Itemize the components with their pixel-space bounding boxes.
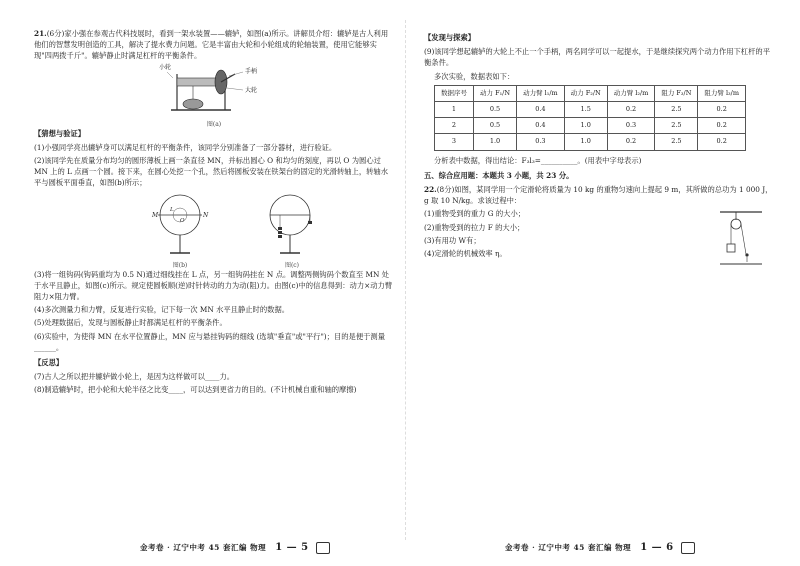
table-header: 动力 F₁/N <box>474 85 517 101</box>
footer-right-page: 1 — 6 <box>640 542 674 553</box>
step-9-table-intro: 多次实验，数据表如下： <box>434 71 515 81</box>
table-header: 动力臂 l₂/m <box>607 85 655 101</box>
label-l: L <box>170 206 174 213</box>
figure-b-caption: 图(b) <box>172 261 188 269</box>
q22-subquestions <box>424 208 694 259</box>
table-header: 动力 F₂/N <box>564 85 607 101</box>
step-10: 分析表中数据，得出结论：F₃l₃=__________。(用表中字母表示) <box>434 155 642 165</box>
label-n: N <box>203 211 209 219</box>
table-cell: 2.5 <box>655 118 698 134</box>
footer-left <box>140 542 330 554</box>
step-2: (2)该同学先在质量分布均匀的圆形薄板上画一条直径 MN，并标出圆心 O 和均匀的刻度，再以 O 为圆心过 MN 上的 L 点画一个圆。接下来，在圆心处挖一个孔，然后将圆板安装在铁架台的固定的光滑转轴上，转轴水平与圆板平面垂直，如图(b)所示； <box>34 156 389 188</box>
table-cell: 0.5 <box>474 102 517 118</box>
table-cell: 1.5 <box>564 102 607 118</box>
footer-right <box>505 542 695 554</box>
table-row <box>435 118 746 134</box>
section-reflect: 【反思】 <box>34 358 64 368</box>
table-cell: 1 <box>435 102 474 118</box>
q22-part-2: (2)重物受到的拉力 F 的大小； <box>424 222 525 232</box>
section-verify: 【猜想与验证】 <box>34 128 86 138</box>
table-cell: 0.5 <box>474 118 517 134</box>
table-row <box>435 134 746 150</box>
table-cell: 2.5 <box>655 134 698 150</box>
publisher-logo-icon <box>316 542 330 554</box>
data-table <box>434 85 746 151</box>
table-cell: 1.0 <box>564 134 607 150</box>
q22-part-4: (4)定滑轮的机械效率 η。 <box>424 249 507 259</box>
pulley-diagram <box>716 210 766 268</box>
left-page <box>34 28 394 398</box>
table-cell: 0.3 <box>607 118 655 134</box>
footer-left-page: 1 — 5 <box>275 542 309 553</box>
label-o: O <box>180 217 185 224</box>
table-row <box>435 102 746 118</box>
q22-part-1: (1)重物受到的重力 G 的大小； <box>424 209 526 219</box>
figure-c-drawing <box>262 191 322 257</box>
q21-number: 21. <box>34 29 47 38</box>
step-8: (8)制造辘轳时，把小轮和大轮半径之比变____，可以达到更省力的目的。(不计机械自重和轴的摩擦) <box>34 385 357 395</box>
table-cell: 3 <box>435 134 474 150</box>
table-cell: 0.2 <box>607 102 655 118</box>
table-cell: 0.4 <box>517 102 565 118</box>
table-header: 动力臂 l₁/m <box>517 85 565 101</box>
publisher-logo-icon <box>681 542 695 554</box>
right-page <box>424 28 774 261</box>
section-explore: 【发现与探索】 <box>424 33 476 42</box>
step-1: (1)小强同学亮出辘轳身可以满足杠杆的平衡条件，该同学分别准备了一部分器材，进行验证。 <box>34 142 337 152</box>
table-header: 阻力臂 l₃/m <box>698 85 746 101</box>
table-cell: 0.2 <box>698 134 746 150</box>
table-cell: 0.2 <box>698 118 746 134</box>
table-header: 阻力 F₃/N <box>655 85 698 101</box>
figures-bc <box>34 191 394 267</box>
label-big-wheel: 大轮 <box>245 86 258 94</box>
footer-right-text: 金考卷 · 辽宁中考 45 套汇编 物理 <box>505 543 632 552</box>
label-handle: 手柄 <box>245 67 258 75</box>
label-small-wheel: 小轮 <box>159 63 172 71</box>
table-cell: 0.3 <box>517 134 565 150</box>
q22-text: (8分)如图，某同学用一个定滑轮将质量为 10 kg 的重物匀速向上提起 9 m，其所做的总功为 1 000 J，g 取 10 N/kg。求该过程中： <box>424 185 773 206</box>
table-cell: 1.0 <box>564 118 607 134</box>
page-divider <box>405 20 406 540</box>
table-cell: 2 <box>435 118 474 134</box>
q21-score: (6分) <box>46 29 65 38</box>
table-cell: 1.0 <box>474 134 517 150</box>
step-3: (3)将一组钩码(钩码重均为 0.5 N)通过细线挂在 L 点，另一组钩码挂在 N 点。调整两侧钩码个数直至 MN 处于水平且静止，如图(c)所示。规定使圆板顺(逆)时针转动的力为动(阻)力。由图(c)中的信息得到：动力×动力臂 阻力×阻力臂。 <box>34 269 393 302</box>
step-6: (6)实验中，为使得 MN 在水平位置静止，MN 应与悬挂钩码的细线 (选填"垂直"或"平行")；目的是便于测量______。 <box>34 331 386 352</box>
figure-c <box>262 191 322 267</box>
section-5-heading: 五、综合应用题：本题共 3 小题，共 23 分。 <box>424 170 574 180</box>
figure-a-caption: 图(a) <box>206 120 222 128</box>
q21-intro <box>34 28 394 62</box>
figure-c-caption: 图(c) <box>284 261 300 269</box>
step-7: (7)古人之所以把井辘轳做小轮上，是因为这样做可以____力。 <box>34 372 235 382</box>
step-9: (9)该同学想起辘轳的大轮上不止一个手柄，两名同学可以一起提水，于是继续探究两个动力作用下杠杆的平衡条件。 <box>424 47 770 68</box>
q22-block <box>424 184 774 259</box>
q22-intro <box>424 184 774 206</box>
q22-part-3: (3)有用功 W有； <box>424 235 481 245</box>
footer-left-text: 金考卷 · 辽宁中考 45 套汇编 物理 <box>140 543 267 552</box>
table-header-row <box>435 85 746 101</box>
table-cell: 0.2 <box>607 134 655 150</box>
step-5: (5)处理数据后，发现与圆板静止时都满足杠杆的平衡条件。 <box>34 318 227 328</box>
table-header: 数据序号 <box>435 85 474 101</box>
step-4: (4)多次测量力和力臂，反复进行实验，记下每一次 MN 水平且静止时的数据。 <box>34 305 290 315</box>
label-m: M <box>152 211 159 219</box>
q22-number: 22. <box>424 185 437 195</box>
table-cell: 0.2 <box>698 102 746 118</box>
figure-b <box>152 191 208 267</box>
figure-a <box>159 63 269 128</box>
table-cell: 0.4 <box>517 118 565 134</box>
table-cell: 2.5 <box>655 102 698 118</box>
q21-text: 家小强在参观古代科技展时，看到一架水装置——辘轳，如图(a)所示。讲解员介绍：辘轳是古人利用他们的智慧发明创造的工具，解决了提水费力问题。它是丰富由大轮和小轮组成的轮轴装置，使用它能够实现"四两拨千斤"。辘轳静止时满足杠杆的平衡条件。 <box>34 29 389 61</box>
